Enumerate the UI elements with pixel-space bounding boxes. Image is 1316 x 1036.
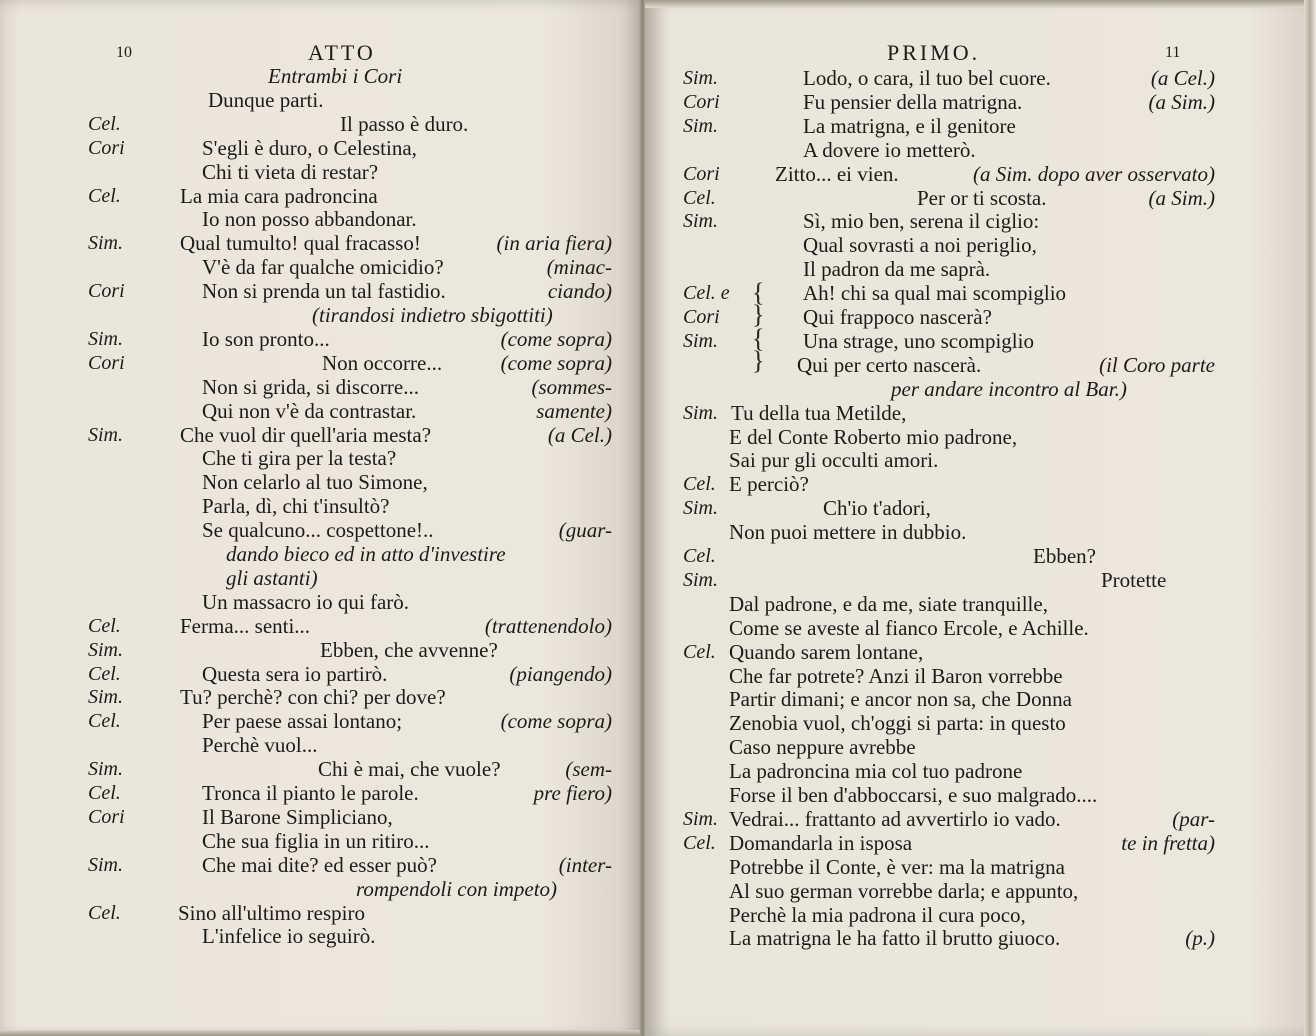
speaker-label: Cel. [88,901,121,924]
verse-line: Caso neppure avrebbe [729,735,916,760]
verse-line: Che mai dite? ed esser può? [202,852,437,877]
left-page [0,0,640,1036]
verse-line: Il padron da me saprà. [803,257,991,282]
verse-line: Che ti gira per la testa? [202,446,397,471]
speaker-label: Cel. [88,662,121,685]
stage-direction: (come sopra) [500,709,612,734]
stage-direction: samente) [536,398,612,423]
verse-line: Tronca il pianto le parole. [202,781,419,805]
verse-line: Ah! chi sa qual mai scompiglio [803,281,1067,306]
stage-direction: (trattenendolo) [484,613,612,638]
speaker-label: Sim. [88,423,123,446]
brace-mark: { } [752,278,765,329]
verse-line: Non occorre... [322,350,443,375]
verse-line: A dovere io metterò. [803,137,976,162]
verse-line: Che vuol dir quell'aria mesta? [180,422,432,447]
speaker-label: Sim. [88,853,123,876]
verse-line: Partir dimani; e ancor non sa, che Donna [729,687,1072,712]
speaker-label: Cel. [88,710,121,733]
verse-line: Per or ti scosta. [917,185,1047,210]
speaker-label: Cori [88,280,125,303]
speaker-label: Sim. [683,329,718,352]
speaker-label: Sim. [683,497,718,520]
verse-line: Per paese assai lontano; [202,709,403,734]
left-page-number: 10 [116,44,132,61]
verse-line: Ebben? [1033,544,1096,568]
verse-line: Perchè vuol... [202,733,318,758]
verse-line: Fu pensier della matrigna. [803,89,1023,114]
stage-direction: (par- [1172,806,1215,831]
stage-direction: rompendoli con impeto) [356,876,558,901]
verse-line: Ebben, che avvenne? [320,637,498,662]
verse-line: Chi è mai, che vuole? [318,757,501,782]
speaker-label: Cel. [88,614,121,637]
verse-line: Qui non v'è da contrastar. [202,398,417,423]
speaker-label: Sim. [683,114,718,137]
verse-line: Una strage, uno scompiglio [803,328,1034,353]
verse-line: Qual tumulto! qual fracasso! [180,231,421,256]
speaker-label: Sim. [88,686,123,709]
verse-line: V'è da far qualche omicidio? [202,255,444,280]
stage-direction: (come sopra) [500,350,612,375]
page-edge-top [645,0,1316,8]
stage-direction: (piangendo) [509,661,612,686]
verse-line: Perchè la mia padrona il cura poco, [729,902,1026,927]
verse-line: Zenobia vuol, ch'oggi si parta: in questo [729,711,1066,736]
verse-line: La mia cara padroncina [180,183,378,208]
stage-direction: per andare incontro al Bar.) [891,376,1127,401]
stage-direction: (guar- [558,518,612,543]
stage-direction: (a Sim.) [1148,89,1215,114]
verse-line: Zitto... ei vien. [775,161,899,186]
speaker-label: Sim. [683,568,718,591]
verse-line: Come se aveste al fianco Ercole, e Achille. [729,615,1089,640]
verse-line: Dal padrone, e da me, siate tranquille, [729,591,1048,616]
verse-line: E del Conte Roberto mio padrone, [729,424,1018,449]
speaker-label: Cori [683,90,720,113]
verse-line: Qui frappoco nascerà? [803,305,992,329]
verse-line: E perciò? [729,472,809,497]
verse-line: Dunque parti. [208,87,324,112]
speaker-label: Sim. [88,638,123,661]
verse-line: Se qualcuno... cospettone!.. [202,518,434,543]
speaker-label: Cori [683,162,720,185]
stage-direction: (inter- [558,852,612,877]
right-page-number: 11 [1165,44,1181,61]
speaker-label: Cori [88,805,125,828]
verse-line: Non celarlo al tuo Simone, [202,470,428,495]
stage-direction: (a Cel.) [1150,66,1215,90]
verse-line: Io non posso abbandonar. [202,207,417,232]
verse-line: Che far potrete? Anzi il Baron vorrebbe [729,663,1063,688]
right-running-header: PRIMO. [887,40,981,65]
verse-line: Tu? perchè? con chi? per dove? [180,685,446,710]
speaker-label: Cel. [88,782,121,804]
stage-direction: (p.) [1185,926,1215,951]
verse-line: Un massacro io qui farò. [202,589,410,614]
stage-direction: Entrambi i Cori [268,64,403,88]
verse-line: Parla, dì, chi t'insultò? [202,494,390,519]
speaker-label: Cel. e [683,282,730,305]
speaker-label: Sim. [683,210,718,233]
verse-line: La matrigna, e il genitore [803,113,1016,138]
verse-line: Ferma... senti... [180,613,311,638]
speaker-label: Sim. [683,67,718,89]
speaker-label: Sim. [88,232,123,255]
stage-direction: gli astanti) [226,565,318,590]
brace-mark: { } [752,324,765,375]
speaker-label: Cel. [88,112,121,135]
verse-line: L'infelice io seguirò. [202,924,376,949]
verse-line: Sino all'ultimo respiro [178,900,365,925]
stage-direction: (a Sim. dopo aver osservato) [972,161,1215,186]
verse-line: La matrigna le ha fatto il brutto giuoco. [729,926,1061,951]
speaker-label: Cel. [683,545,716,567]
verse-line: Potrebbe il Conte, è ver: ma la matrigna [729,854,1065,879]
verse-line: Qui per certo nascerà. [797,352,982,377]
verse-line: Il passo è duro. [340,111,469,136]
verse-line: Sai pur gli occulti amori. [729,448,939,473]
stage-direction: pre fiero) [533,781,612,805]
page-edge-bottom [0,1030,640,1036]
verse-line: Forse il ben d'abboccarsi, e suo malgrado.... [729,783,1098,807]
verse-line: Lodo, o cara, il tuo bel cuore. [803,66,1051,90]
verse-line: Qual sovrasti a noi periglio, [803,233,1037,258]
stage-direction: (sommes- [531,374,612,399]
stage-direction: dando bieco ed in atto d'investire [226,542,506,566]
speaker-label: Cel. [683,831,716,854]
verse-line: Protette [1101,567,1167,592]
verse-line: Chi ti vieta di restar? [202,159,379,184]
speaker-label: Cel. [683,640,716,663]
speaker-label: Cel. [683,186,716,209]
stage-direction: (sem- [565,757,612,782]
verse-line: La padroncina mia col tuo padrone [729,759,1023,784]
stage-direction: ciando) [547,279,612,304]
speaker-label: Sim. [683,807,718,830]
speaker-label: Sim. [683,401,718,424]
speaker-label: Sim. [88,758,123,781]
verse-line: Io son pronto... [202,326,330,351]
verse-line: Tu della tua Metilde, [731,400,907,425]
stage-direction: (a Sim.) [1148,185,1215,210]
speaker-label: Sim. [88,327,123,350]
stage-direction: (in aria fiera) [496,231,612,256]
speaker-label: Cel. [683,473,716,496]
speaker-label: Cori [88,136,125,159]
stage-direction: (minac- [546,255,612,280]
verse-line: Non puoi mettere in dubbio. [729,520,967,545]
verse-line: Quando sarem lontane, [729,639,924,664]
verse-line: Non si grida, si discorre... [202,374,419,399]
stage-direction: (il Coro parte [1099,352,1215,377]
stage-direction: (come sopra) [500,326,612,351]
verse-line: Domandarla in isposa [729,830,913,855]
verse-line: Al suo german vorrebbe darla; e appunto, [729,878,1079,903]
speaker-label: Cori [683,306,720,328]
left-running-header: ATTO [308,40,376,65]
right-page [645,0,1316,1036]
page-edge-right [1304,0,1316,1036]
speaker-label: Cel. [88,184,121,207]
verse-line: Che sua figlia in un ritiro... [202,828,430,853]
verse-line: Vedrai... frattanto ad avvertirlo io vado. [729,806,1061,831]
verse-line: Ch'io t'adori, [823,496,931,521]
verse-line: S'egli è duro, o Celestina, [202,135,417,160]
speaker-label: Cori [88,351,125,374]
verse-line: Non si prenda un tal fastidio. [202,279,446,304]
verse-line: Sì, mio ben, serena il ciglio: [803,209,1040,234]
stage-direction: te in fretta) [1121,830,1215,855]
stage-direction: (a Cel.) [547,422,612,447]
verse-line: Il Barone Simpliciano, [202,804,393,829]
stage-direction: (tirandosi indietro sbigottiti) [312,303,553,327]
verse-line: Questa sera io partirò. [202,661,388,686]
